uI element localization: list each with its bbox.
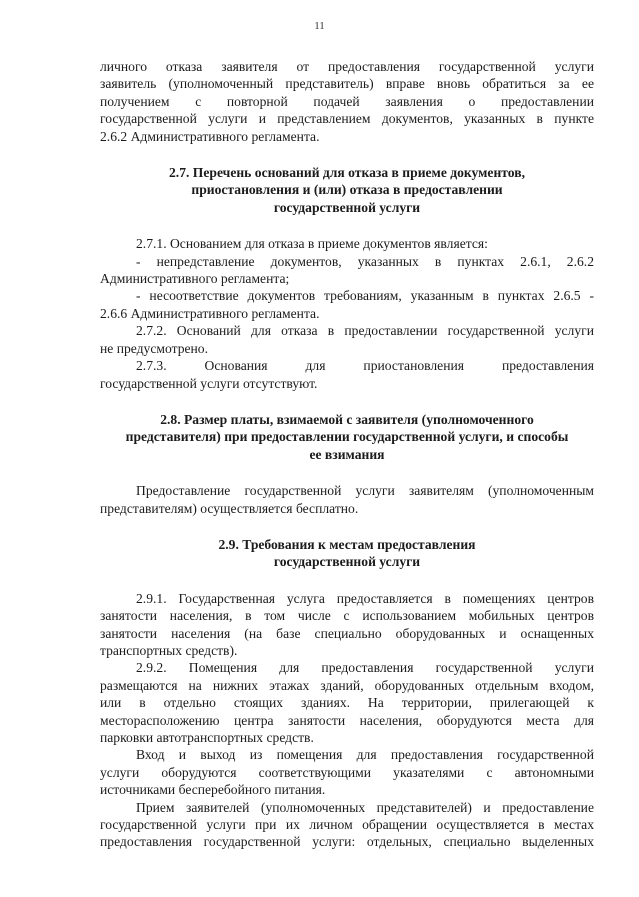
text-line: 2.6.2 Административного регламента. xyxy=(100,128,320,144)
text-line: - несоответствие документов требованиям, указанным в пунктах 2.6.5 - xyxy=(136,288,594,304)
text-line: личного отказа заявителя от предоставления государственной услуги xyxy=(100,59,594,74)
spacer xyxy=(100,216,594,235)
heading-line: приостановления и (или) отказа в предоставлении xyxy=(191,182,503,198)
text-line: месторасположению центра занятости населения, оборудуются места для xyxy=(100,712,594,728)
text-line: 2.9.1. Государственная услуга предоставляется в помещениях центров xyxy=(136,590,594,606)
text-line: или в отдельно стоящих зданиях. На территории, прилегающей к xyxy=(100,695,594,711)
heading-line: ее взимания xyxy=(309,446,385,462)
page-number: 11 xyxy=(314,20,325,32)
spacer xyxy=(100,145,594,164)
text-line: государственной услуги и представлением документов, указанных в пункте xyxy=(100,111,594,127)
paragraph xyxy=(100,235,594,392)
text-line: предоставления государственной услуги: отдельных, специально выделенных xyxy=(100,834,594,850)
text-line: 2.7.2. Оснований для отказа в предоставлении государственной услуги xyxy=(136,323,594,339)
text-line: занятости населения (на базе специально оборудованных и оснащенных xyxy=(100,625,594,641)
spacer xyxy=(100,571,594,590)
text-line: Вход и выход из помещения для предоставления государственной xyxy=(136,747,594,763)
text-line: парковки автотранспортных средств. xyxy=(100,730,314,745)
text-line: источниками бесперебойного питания. xyxy=(100,782,326,798)
text-line: представителям) осуществляется бесплатно. xyxy=(100,500,359,516)
text-line: государственной услуги отсутствуют. xyxy=(100,375,318,391)
paragraph xyxy=(100,590,594,851)
spacer xyxy=(100,463,594,482)
text-line: занятости населения, в том числе с использованием мобильных центров xyxy=(100,608,594,624)
heading-line: государственной услуги xyxy=(273,554,421,570)
text-line: получением с повторной подачей заявления о предоставлении xyxy=(100,93,594,109)
heading-line: 2.8. Размер платы, взимаемой с заявителя (уполномоченного xyxy=(160,411,534,427)
text-line: 2.6.6 Административного регламента. xyxy=(100,305,320,321)
text-line: Предоставление государственной услуги заявителям (уполномоченным xyxy=(136,483,594,499)
text-line: государственной услуги при их личном обращении осуществляется в местах xyxy=(100,817,594,833)
text-line: Прием заявителей (уполномоченных представителей) и предоставление xyxy=(136,799,594,815)
heading-line: государственной услуги xyxy=(273,199,421,215)
heading-line: 2.7. Перечень оснований для отказа в приеме документов, xyxy=(169,165,525,181)
heading-line: представителя) при предоставлении государственной услуги, и способы xyxy=(125,429,569,445)
paragraph xyxy=(100,58,594,145)
spacer xyxy=(100,517,594,536)
heading-line: 2.9. Требования к местам предоставления xyxy=(218,536,476,552)
section-heading xyxy=(100,411,594,463)
text-line: услуги оборудуются соответствующими указателями с автономными xyxy=(100,764,594,780)
text-line: заявитель (уполномоченный представитель) вправе вновь обратиться за ее xyxy=(100,76,594,92)
text-line: 2.7.3. Основания для приостановления предоставления xyxy=(136,358,594,374)
section-heading xyxy=(100,536,594,571)
section-heading xyxy=(100,164,594,216)
document-body xyxy=(100,58,594,851)
text-line: размещаются на нижних этажах зданий, оборудованных отдельным входом, xyxy=(100,677,594,693)
text-line: не предусмотрено. xyxy=(100,340,209,356)
text-line: транспортных средств). xyxy=(100,642,238,658)
spacer xyxy=(100,392,594,411)
paragraph xyxy=(100,482,594,517)
text-line: 2.9.2. Помещения для предоставления государственной услуги xyxy=(136,660,594,676)
text-line: 2.7.1. Основанием для отказа в приеме документов является: xyxy=(136,236,488,252)
text-line: - непредставление документов, указанных в пунктах 2.6.1, 2.6.2 xyxy=(136,253,594,269)
text-line: Административного регламента; xyxy=(100,271,290,287)
